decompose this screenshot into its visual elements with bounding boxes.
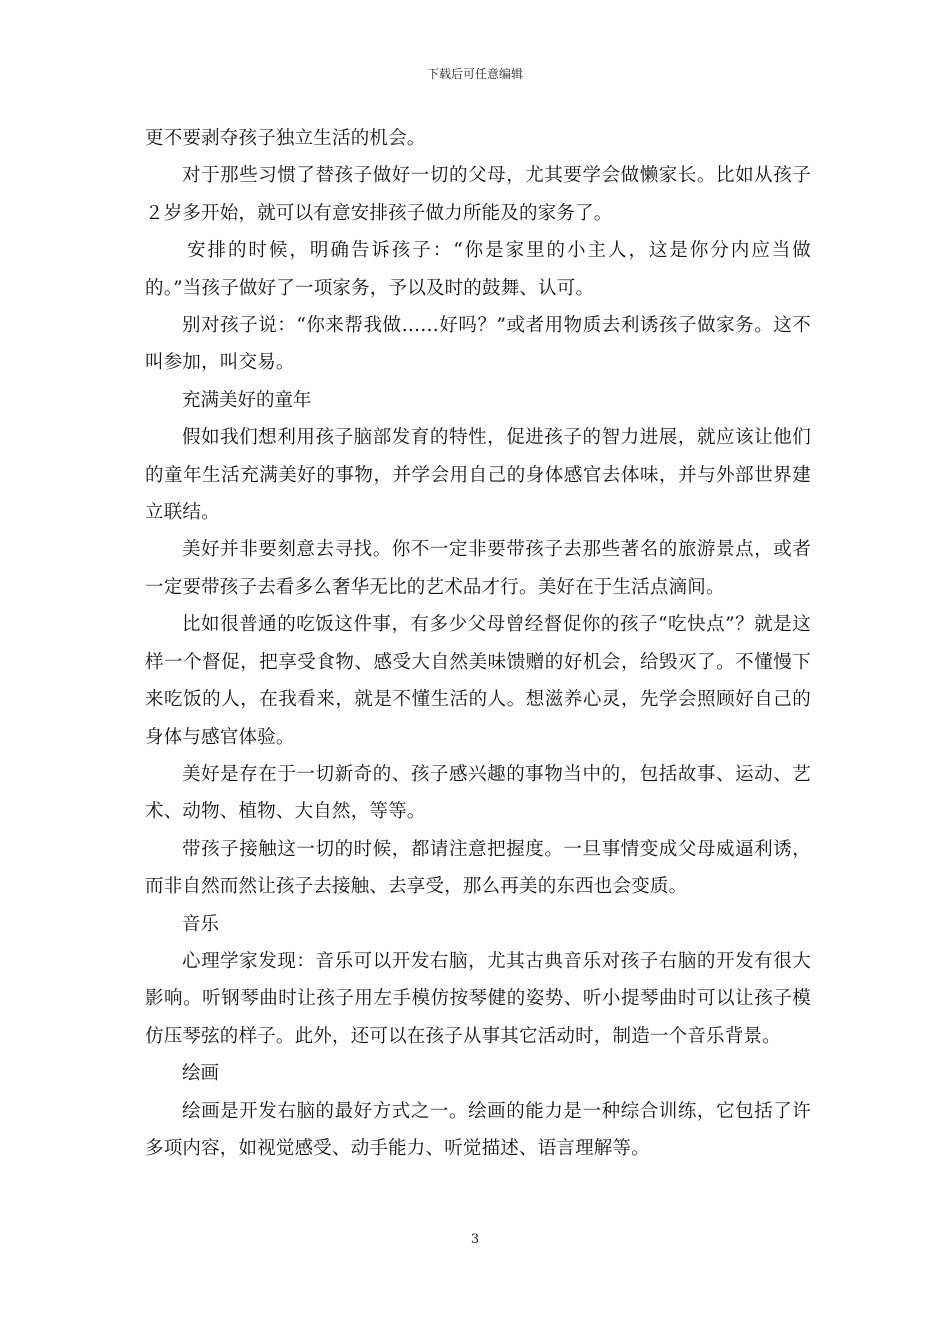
- paragraph-eating-slowly: 比如很普通的吃饭这件事，有多少父母曾经督促你的孩子“吃快点”？就是这样一个督促，把享受食物、感受大自然美味馈赠的好机会，给毁灭了。不懂慢下来吃饭的人，在我看来，就是不懂生活的人。想滋养心灵，先学会照顾好自己的身体与感官体验。: [145, 614, 811, 748]
- section-heading-drawing: 绘画: [182, 1063, 220, 1085]
- document-body: [145, 120, 811, 1167]
- paragraph-moderation: 带孩子接触这一切的时候，都请注意把握度。一旦事情变成父母威逼利诱，而非自然而然让孩子去接触、去享受，那么再美的东西也会变质。: [145, 838, 811, 898]
- section-heading-beautiful-childhood: 充满美好的童年: [182, 389, 312, 411]
- paragraph-new-things: 美好是存在于一切新奇的、孩子感兴趣的事物当中的，包括故事、运动、艺术、动物、植物、大自然，等等。: [145, 763, 811, 823]
- paragraph-drawing: 绘画是开发右脑的最好方式之一。绘画的能力是一种综合训练，它包括了许多项内容，如视觉感受、动手能力、听觉描述、语言理解等。: [145, 1100, 811, 1159]
- paragraph-arrange-chores: 安排的时候，明确告诉孩子：“你是家里的小主人，这是你分内应当做的。”当孩子做好了一项家务，予以及时的鼓舞、认可。: [145, 240, 811, 299]
- paragraph-music: 心理学家发现：音乐可以开发右脑，尤其古典音乐对孩子右脑的开发有很大影响。听钢琴曲时让孩子用左手模仿按琴健的姿势、听小提琴曲时可以让孩子模仿压琴弦的样子。此外，还可以在孩子从事其它活动时，制造一个音乐背景。: [145, 950, 811, 1047]
- paragraph-continuation: 更不要剥夺孩子独立生活的机会。: [145, 128, 426, 149]
- page-header: 下载后可任意编辑: [426, 67, 523, 81]
- paragraph-beauty-in-life: 美好并非要刻意去寻找。你不一定非要带孩子去那些著名的旅游景点，或者一定要带孩子去看多么奢华无比的艺术品才行。美好在于生活点滴间。: [145, 539, 811, 598]
- paragraph-no-bribery: 别对孩子说：“你来帮我做……好吗？”或者用物质去利诱孩子做家务。这不叫参加，叫交易。: [145, 315, 811, 374]
- page-number: 3: [470, 1232, 480, 1247]
- paragraph-lazy-parent: 对于那些习惯了替孩子做好一切的父母，尤其要学会做懒家长。比如从孩子２岁多开始，就可以有意安排孩子做力所能及的家务了。: [145, 165, 811, 224]
- section-heading-music: 音乐: [182, 913, 220, 935]
- paragraph-brain-development: 假如我们想利用孩子脑部发育的特性，促进孩子的智力进展，就应该让他们的童年生活充满美好的事物，并学会用自己的身体感官去体味，并与外部世界建立联结。: [145, 427, 811, 524]
